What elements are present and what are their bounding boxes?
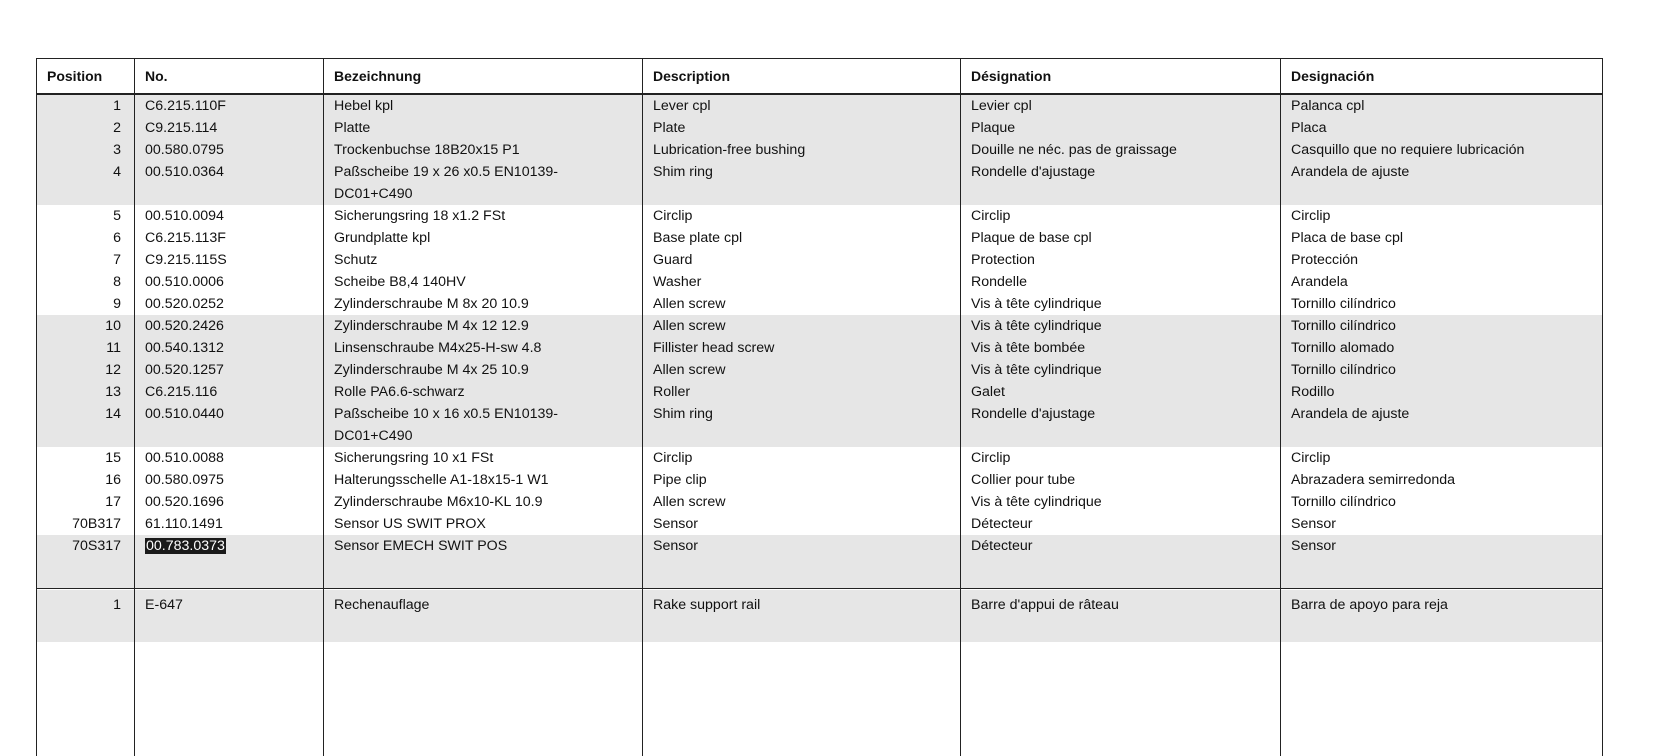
cell-de: Halterungsschelle A1-18x15-1 W1 bbox=[334, 472, 549, 488]
cell-de-continued: DC01+C490 bbox=[334, 428, 413, 444]
cell-es: Tornillo cilíndrico bbox=[1291, 318, 1396, 334]
cell-pos: 9 bbox=[113, 296, 121, 312]
cell-fr: Vis à tête cylindrique bbox=[971, 296, 1102, 312]
cell-pos: 16 bbox=[105, 472, 121, 488]
cell-en: Allen screw bbox=[653, 318, 726, 334]
cell-fr: Détecteur bbox=[971, 516, 1033, 532]
cell-no: 00.520.0252 bbox=[145, 296, 224, 312]
cell-fr: Rondelle bbox=[971, 274, 1028, 290]
header-bezeichnung: Bezeichnung bbox=[334, 68, 422, 84]
cell-pos: 10 bbox=[105, 318, 121, 334]
cell-de: Paßscheibe 19 x 26 x0.5 EN10139- bbox=[334, 164, 558, 180]
cell-de: Paßscheibe 10 x 16 x0.5 EN10139- bbox=[334, 406, 558, 422]
cell-fr: Vis à tête cylindrique bbox=[971, 494, 1102, 510]
cell-pos: 12 bbox=[105, 362, 121, 378]
cell-pos: 6 bbox=[113, 230, 121, 246]
cell-de: Zylinderschraube M 4x 12 12.9 bbox=[334, 318, 529, 334]
table-row bbox=[37, 491, 1602, 513]
header-no: No. bbox=[145, 68, 168, 84]
cell-pos: 5 bbox=[113, 208, 121, 224]
cell-es: Placa bbox=[1291, 120, 1327, 136]
cell-no: 00.510.0440 bbox=[145, 406, 224, 422]
cell-en: Allen screw bbox=[653, 494, 726, 510]
cell-de: Grundplatte kpl bbox=[334, 230, 431, 246]
cell-no: 00.580.0975 bbox=[145, 472, 224, 488]
table-row bbox=[37, 513, 1602, 535]
parts-list-table bbox=[36, 58, 1603, 756]
cell-de-continued: DC01+C490 bbox=[334, 186, 413, 202]
cell-pos: 70B317 bbox=[72, 516, 121, 532]
cell-no: 00.580.0795 bbox=[145, 142, 224, 158]
cell-fr: Galet bbox=[971, 384, 1005, 400]
table-row bbox=[37, 403, 1602, 447]
table-row bbox=[37, 337, 1602, 359]
cell-fr: Détecteur bbox=[971, 538, 1033, 554]
cell-no: 00.540.1312 bbox=[145, 340, 224, 356]
cell-es: Barra de apoyo para reja bbox=[1291, 596, 1448, 613]
cell-fr: Protection bbox=[971, 252, 1035, 268]
table-row bbox=[37, 535, 1602, 588]
cell-fr: Rondelle d'ajustage bbox=[971, 164, 1096, 180]
table-row bbox=[37, 293, 1602, 315]
cell-de: Platte bbox=[334, 120, 371, 136]
cell-no: 00.510.0094 bbox=[145, 208, 224, 224]
table-row bbox=[37, 139, 1602, 161]
cell-en: Plate bbox=[653, 120, 686, 136]
cell-fr: Vis à tête cylindrique bbox=[971, 318, 1102, 334]
cell-de: Schutz bbox=[334, 252, 378, 268]
cell-en: Lubrication-free bushing bbox=[653, 142, 806, 158]
cell-es: Abrazadera semirredonda bbox=[1291, 472, 1456, 488]
cell-en: Sensor bbox=[653, 538, 698, 554]
cell-de: Sicherungsring 18 x1.2 FSt bbox=[334, 208, 506, 224]
table-row bbox=[37, 590, 1602, 642]
cell-fr: Barre d'appui de râteau bbox=[971, 596, 1119, 613]
cell-es: Tornillo cilíndrico bbox=[1291, 362, 1396, 378]
cell-fr: Levier cpl bbox=[971, 98, 1032, 114]
cell-de: Zylinderschraube M6x10-KL 10.9 bbox=[334, 494, 543, 510]
cell-pos: 2 bbox=[113, 120, 121, 136]
cell-no: C6.215.110F bbox=[145, 98, 226, 114]
cell-de: Rechenauflage bbox=[334, 596, 430, 613]
cell-es: Placa de base cpl bbox=[1291, 230, 1403, 246]
cell-en: Base plate cpl bbox=[653, 230, 743, 246]
cell-es: Sensor bbox=[1291, 538, 1336, 554]
cell-no: E-647 bbox=[145, 596, 183, 613]
cell-fr: Collier pour tube bbox=[971, 472, 1076, 488]
cell-pos: 13 bbox=[105, 384, 121, 400]
cell-es: Circlip bbox=[1291, 450, 1331, 466]
table-row bbox=[37, 469, 1602, 491]
cell-pos: 70S317 bbox=[72, 538, 121, 554]
cell-no: 00.520.1696 bbox=[145, 494, 224, 510]
cell-pos: 7 bbox=[113, 252, 121, 268]
cell-no: 61.110.1491 bbox=[145, 516, 223, 532]
cell-no: 00.520.2426 bbox=[145, 318, 224, 334]
header-position: Position bbox=[47, 68, 103, 84]
cell-es: Arandela de ajuste bbox=[1291, 164, 1410, 180]
table-row bbox=[37, 271, 1602, 293]
cell-en: Lever cpl bbox=[653, 98, 711, 114]
cell-fr: Circlip bbox=[971, 208, 1011, 224]
cell-fr: Douille ne néc. pas de graissage bbox=[971, 142, 1177, 158]
cell-fr: Circlip bbox=[971, 450, 1011, 466]
table-row bbox=[37, 117, 1602, 139]
cell-no: 00.510.0006 bbox=[145, 274, 224, 290]
cell-es: Arandela bbox=[1291, 274, 1348, 290]
table-row bbox=[37, 161, 1602, 205]
cell-de: Sensor EMECH SWIT POS bbox=[334, 538, 508, 554]
table-row bbox=[37, 227, 1602, 249]
cell-pos: 3 bbox=[113, 142, 121, 158]
cell-no: C9.215.115S bbox=[145, 252, 227, 268]
cell-es: Arandela de ajuste bbox=[1291, 406, 1410, 422]
table-row bbox=[37, 249, 1602, 271]
table-row bbox=[37, 205, 1602, 227]
cell-pos: 8 bbox=[113, 274, 121, 290]
cell-en: Allen screw bbox=[653, 362, 726, 378]
cell-pos: 4 bbox=[113, 164, 121, 180]
cell-pos: 1 bbox=[113, 596, 121, 613]
cell-no: C6.215.113F bbox=[145, 230, 226, 246]
cell-en: Guard bbox=[653, 252, 693, 268]
cell-en: Circlip bbox=[653, 450, 693, 466]
cell-fr: Plaque de base cpl bbox=[971, 230, 1092, 246]
cell-en: Sensor bbox=[653, 516, 698, 532]
cell-de: Linsenschraube M4x25-H-sw 4.8 bbox=[334, 340, 542, 356]
cell-fr: Vis à tête bombée bbox=[971, 340, 1086, 356]
cell-en: Circlip bbox=[653, 208, 693, 224]
cell-en: Shim ring bbox=[653, 164, 713, 180]
cell-pos: 17 bbox=[105, 494, 121, 510]
table-row bbox=[37, 315, 1602, 337]
cell-es: Sensor bbox=[1291, 516, 1336, 532]
cell-es: Rodillo bbox=[1291, 384, 1335, 400]
cell-de: Scheibe B8,4 140HV bbox=[334, 274, 466, 290]
cell-de: Zylinderschraube M 4x 25 10.9 bbox=[334, 362, 529, 378]
cell-es: Tornillo cilíndrico bbox=[1291, 296, 1396, 312]
cell-de: Hebel kpl bbox=[334, 98, 394, 114]
cell-pos: 11 bbox=[106, 340, 121, 356]
cell-de: Zylinderschraube M 8x 20 10.9 bbox=[334, 296, 529, 312]
cell-es: Tornillo alomado bbox=[1291, 340, 1395, 356]
table-row bbox=[37, 447, 1602, 469]
cell-pos: 14 bbox=[105, 406, 121, 422]
cell-fr: Plaque bbox=[971, 120, 1016, 136]
cell-en: Shim ring bbox=[653, 406, 713, 422]
cell-de: Rolle PA6.6-schwarz bbox=[334, 384, 465, 400]
cell-no: 00.510.0088 bbox=[145, 450, 224, 466]
cell-de: Trockenbuchse 18B20x15 P1 bbox=[334, 142, 520, 158]
selected-text[interactable]: 00.783.0373 bbox=[146, 538, 225, 554]
header-description: Description bbox=[653, 68, 731, 84]
cell-fr: Vis à tête cylindrique bbox=[971, 362, 1102, 378]
cell-pos: 15 bbox=[105, 450, 121, 466]
cell-es: Tornillo cilíndrico bbox=[1291, 494, 1396, 510]
cell-en: Washer bbox=[653, 274, 702, 290]
header-designacion: Designación bbox=[1291, 68, 1375, 84]
table-row bbox=[37, 359, 1602, 381]
cell-no: 00.510.0364 bbox=[145, 164, 224, 180]
cell-pos: 1 bbox=[113, 98, 121, 114]
table-row bbox=[37, 95, 1602, 117]
cell-es: Palanca cpl bbox=[1291, 98, 1365, 114]
header-designation: Désignation bbox=[971, 68, 1052, 84]
cell-en: Roller bbox=[653, 384, 691, 400]
cell-fr: Rondelle d'ajustage bbox=[971, 406, 1096, 422]
cell-no: C9.215.114 bbox=[145, 120, 218, 136]
cell-no: C6.215.116 bbox=[145, 384, 218, 400]
cell-de: Sicherungsring 10 x1 FSt bbox=[334, 450, 494, 466]
header-row bbox=[37, 59, 1602, 93]
cell-no bbox=[145, 535, 226, 557]
cell-es: Casquillo que no requiere lubricación bbox=[1291, 142, 1525, 158]
cell-no: 00.520.1257 bbox=[145, 362, 224, 378]
cell-de: Sensor US SWIT PROX bbox=[334, 516, 486, 532]
cell-en: Fillister head screw bbox=[653, 340, 775, 356]
table-row bbox=[37, 381, 1602, 403]
cell-es: Protección bbox=[1291, 252, 1359, 268]
cell-en: Rake support rail bbox=[653, 596, 761, 613]
cell-en: Allen screw bbox=[653, 296, 726, 312]
cell-es: Circlip bbox=[1291, 208, 1331, 224]
cell-en: Pipe clip bbox=[653, 472, 707, 488]
